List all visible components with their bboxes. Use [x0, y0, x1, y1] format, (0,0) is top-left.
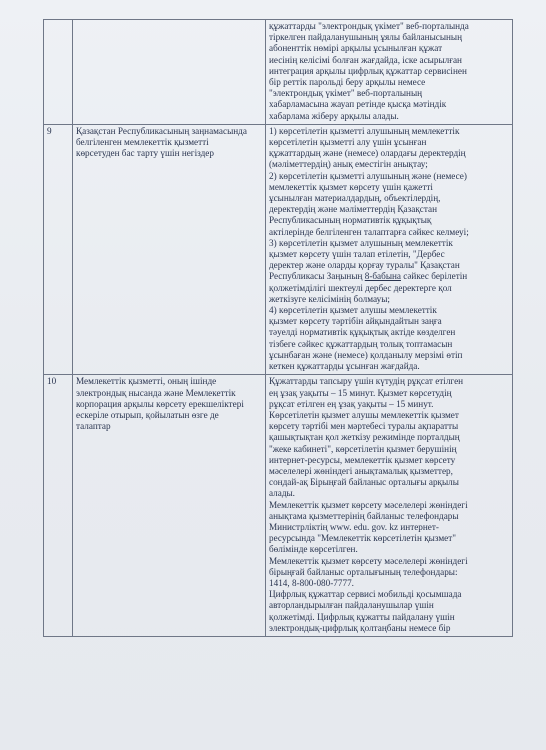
row-number: 10 [44, 375, 73, 637]
row-content: Құжаттарды тапсыру үшін күтудің рұқсат етілген ең ұзақ уақыты – 15 минут. Қызмет көрсетудің рұқсат етілген ең ұзақ уақыты – 15 минут. Көрсетілетін қызмет алушы мемлекеттік қызмет көрсету тәртібі мен мәртебесі туралы ақпаратты қашықтықтан қол жеткізу режимінде порталдың "жеке кабинеті", көрсетілетін қызмет берушінің интернет-ресурсы, мемлекеттік қызмет көрсету мәселелері жөніндегі анықтамалық қызметтер, сондай-ақ Бірыңғай байланыс орталығы арқылы алады. Мемлекеттік қызмет көрсету мәселелері жөніндегі анықтама қызметтерінің байланыс телефондары Министрліктің www. edu. gov. kz интернет- ресурсында "Мемлекеттік көрсетілетін қызмет" бөлімінде көрсетілген. Мемлекеттік қызмет көрсету мәселелері жөніндегі бірыңғай байланыс орталығының телефондары: 1414, 8-800-080-7777. Цифрлық құжаттар сервисі мобильді қосымшада авторландырылған пайдаланушылар үшін қолжетімді. Цифрлық құжатты пайдалану үшін электрондық-цифрлық қолтаңбаны немесе бір [266, 375, 513, 637]
article-link[interactable]: 8-бабына [364, 271, 401, 282]
row-number: 9 [44, 124, 73, 374]
row-label: Мемлекеттік қызметті, оның ішінде электрондық нысанда және Мемлекеттік корпорация арқылы көрсету ерекшеліктері ескеріле отырып, қойылатын өзге де талаптар [73, 375, 266, 637]
row-content-text: сәйкес берілетін қолжетімділігі шектеулі дербес деректерге қол жеткізуге келісімінің болмауы; 4) көрсетілетін қызмет алушы мемлекеттік қызмет көрсету тәртібін айқындайтын заңға тәуелді нормативтік құқықтық актіде көзделген тізбеге сәйкес құжаттардың толық топтамасын ұсынбаған және (немесе) қолданылу мерзімі өтіп кеткен құжаттарды ұсынған жағдайда. [269, 271, 468, 372]
row-label: Қазақстан Республикасының заңнамасында белгіленген мемлекеттік қызметті көрсетуден бас тарту үшін негіздер [73, 124, 266, 374]
row-number [44, 20, 73, 125]
table-row [44, 20, 513, 125]
table-row [44, 124, 513, 374]
table-row [44, 375, 513, 637]
row-content [266, 124, 513, 374]
row-label [73, 20, 266, 125]
requirements-table [43, 19, 513, 637]
row-content-text: 1) көрсетілетін қызметті алушының мемлекеттік көрсетілетін қызметті алу үшін ұсынған құжаттардың және (немесе) олардағы деректердің (мәліметтердің) анық еместігін анықтау; 2) көрсетілетін қызметті алушының және (немесе) мемлекеттік қызмет көрсету үшін қажетті ұсынылған материалдардың, объектілердің, деректердің және мәліметтердің Қазақстан Республикасының нормативтік құқықтық актілерінде белгіленген талаптарға сәйкес келмеуі; 3) көрсетілетін қызмет алушының мемлекеттік қызмет көрсету үшін талап етілетін, "Дербес деректер және оларды қорғау туралы" Қазақстан Республикасы Заңының [269, 125, 469, 282]
row-content: құжаттарды "электрондық үкімет" веб-порталында тіркелген пайдаланушының ұялы байланысының абоненттік нөмірі арқылы ұсынылған құжат иесінің келісімі болған жағдайда, іске асырылған интеграция арқылы цифрлық құжаттар сервисінен бір реттік парольді беру арқылы немесе "электрондық үкімет" веб-порталының хабарламасына жауап ретінде қысқа мәтіндік хабарлама жіберу арқылы алады. [266, 20, 513, 125]
